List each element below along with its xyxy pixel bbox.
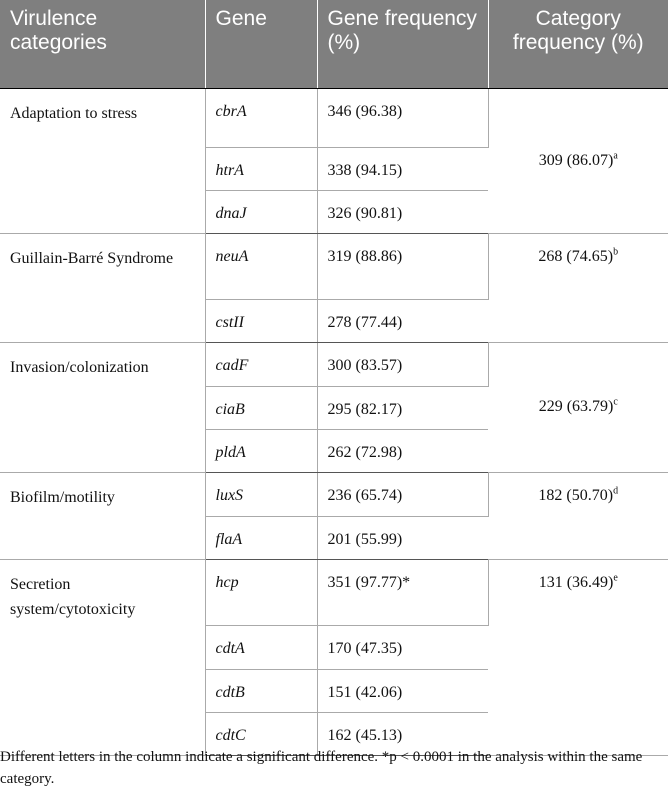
category-frequency-cell: 268 $(74.65)^b$: [488, 233, 668, 342]
header-category-frequency: Category frequency (%): [488, 0, 668, 88]
table-row: [0, 472, 668, 516]
gene-cell: cdtB: [205, 669, 317, 712]
gene-frequency-cell: 236 (65.74): [317, 472, 488, 516]
gene-cell: hcp: [205, 559, 317, 625]
table-row: [0, 559, 668, 625]
significance-letter: b: [613, 246, 619, 258]
header-virulence-categories: Virulence categories: [0, 0, 205, 88]
category-cell: Secretion system/cytotoxicity: [0, 559, 205, 755]
gene-frequency-cell: 319 (88.86): [317, 233, 488, 299]
category-frequency-cell: 182 $(50.70)^d$: [488, 472, 668, 559]
category-cell: Invasion/colonization: [0, 342, 205, 472]
gene-cell: pldA: [205, 429, 317, 472]
gene-cell: cdtC: [205, 712, 317, 755]
gene-cell: flaA: [205, 516, 317, 559]
gene-cell: htrA: [205, 147, 317, 190]
gene-frequency-cell: 338 (94.15): [317, 147, 488, 190]
gene-frequency-cell: 170 (47.35): [317, 625, 488, 669]
gene-cell: cstII: [205, 299, 317, 342]
significance-letter: e: [613, 572, 618, 584]
header-gene-frequency: Gene frequency (%): [317, 0, 488, 88]
header-gene: Gene: [205, 0, 317, 88]
significance-letter: c: [613, 396, 618, 408]
header-row: [0, 0, 668, 88]
gene-frequency-cell: 201 (55.99): [317, 516, 488, 559]
category-frequency-cell: 309 $(86.07)^a$: [488, 88, 668, 233]
category-frequency-cell: 131 $(36.49)^e$: [488, 559, 668, 755]
gene-cell: cadF: [205, 342, 317, 386]
gene-frequency-cell: 151 (42.06): [317, 669, 488, 712]
gene-cell: ciaB: [205, 386, 317, 429]
gene-frequency-cell: 326 (90.81): [317, 190, 488, 233]
significance-letter: d: [613, 485, 619, 497]
category-cell: Adaptation to stress: [0, 88, 205, 233]
gene-frequency-cell: 278 (77.44): [317, 299, 488, 342]
category-frequency-cell: 229 $(63.79)^c$: [488, 342, 668, 472]
table-row: [0, 342, 668, 386]
gene-frequency-cell: 351 (97.77)*: [317, 559, 488, 625]
gene-cell: neuA: [205, 233, 317, 299]
gene-frequency-cell: 162 (45.13): [317, 712, 488, 755]
gene-cell: dnaJ: [205, 190, 317, 233]
category-cell: Guillain-Barré Syndrome: [0, 233, 205, 342]
table-row: [0, 88, 668, 147]
category-cell: Biofilm/motility: [0, 472, 205, 559]
gene-cell: luxS: [205, 472, 317, 516]
significance-letter: a: [613, 150, 618, 162]
table-row: [0, 233, 668, 299]
gene-frequency-cell: 300 (83.57): [317, 342, 488, 386]
gene-frequency-cell: 295 (82.17): [317, 386, 488, 429]
gene-cell: cbrA: [205, 88, 317, 147]
gene-frequency-cell: 346 (96.38): [317, 88, 488, 147]
gene-frequency-cell: 262 (72.98): [317, 429, 488, 472]
table-footnote: Different letters in the column indicate a significant difference. *p < 0.0001 in the analysis within the same category.: [0, 749, 643, 787]
gene-cell: cdtA: [205, 625, 317, 669]
